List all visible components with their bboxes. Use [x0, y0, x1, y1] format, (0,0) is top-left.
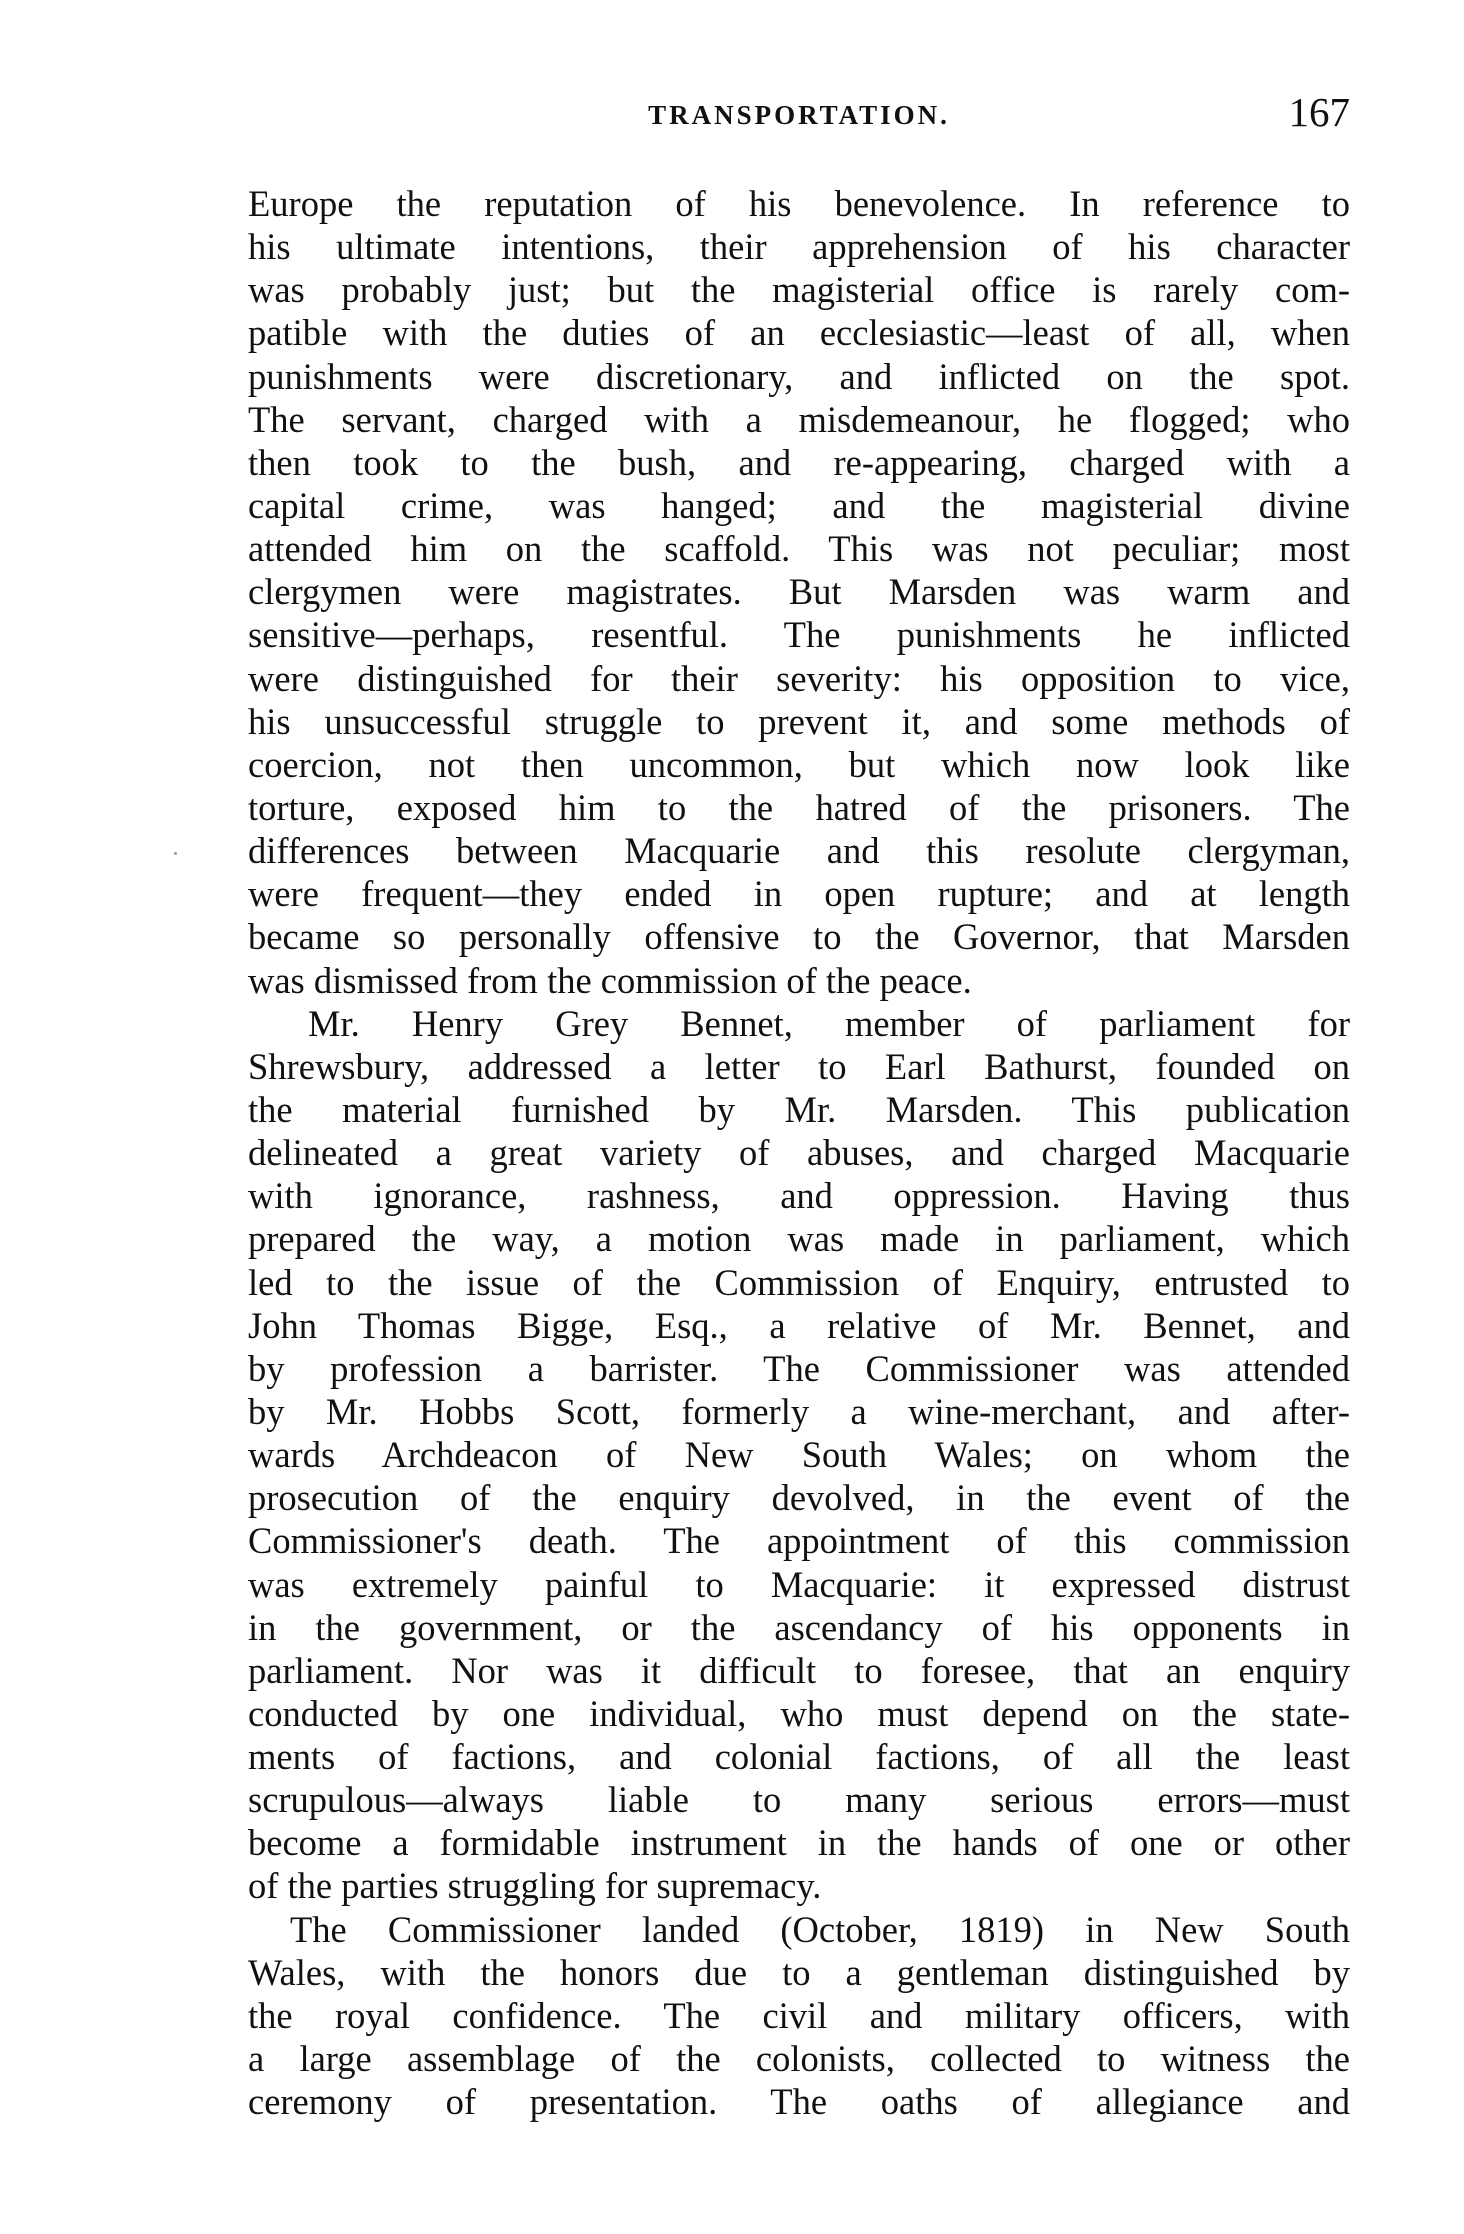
- margin-speck: [174, 852, 177, 855]
- text-line: torture, exposed him to the hatred of the prisoners. The: [248, 786, 1350, 828]
- text-line: coercion, not then uncommon, but which now look like: [248, 743, 1350, 785]
- text-line: scrupulous—always liable to many serious errors—must: [248, 1779, 1350, 1821]
- text-line: become a formidable instrument in the hands of one or other: [248, 1822, 1350, 1864]
- text-line: was probably just; but the magisterial office is rarely com-: [248, 269, 1350, 311]
- text-line: in the government, or the ascendancy of his opponents in: [248, 1606, 1350, 1648]
- paragraph-start-line: Mr. Henry Grey Bennet, member of parliament for: [308, 1002, 1350, 1044]
- text-line: clergymen were magistrates. But Marsden was warm and: [248, 571, 1350, 613]
- text-line: parliament. Nor was it difficult to foresee, that an enquiry: [248, 1649, 1350, 1691]
- text-line: patible with the duties of an ecclesiastic—least of all, when: [248, 312, 1350, 354]
- text-line: was dismissed from the commission of the peace.: [248, 959, 972, 1001]
- text-line: with ignorance, rashness, and oppression. Having thus: [248, 1175, 1350, 1217]
- text-line: led to the issue of the Commission of Enquiry, entrusted to: [248, 1261, 1350, 1303]
- text-line: Commissioner's death. The appointment of this commission: [248, 1520, 1350, 1562]
- text-line: sensitive—perhaps, resentful. The punishments he inflicted: [248, 614, 1350, 656]
- text-line: ments of factions, and colonial factions, of all the least: [248, 1736, 1350, 1778]
- text-line: was extremely painful to Macquarie: it expressed distrust: [248, 1563, 1350, 1605]
- text-line: conducted by one individual, who must depend on the state-: [248, 1692, 1350, 1734]
- text-line: of the parties struggling for supremacy.: [248, 1865, 822, 1907]
- paragraph-start-line: The Commissioner landed (October, 1819) in New South: [290, 1908, 1350, 1950]
- text-line: prepared the way, a motion was made in parliament, which: [248, 1218, 1350, 1260]
- text-line: Shrewsbury, addressed a letter to Earl Bathurst, founded on: [248, 1045, 1350, 1087]
- text-line: the material furnished by Mr. Marsden. This publication: [248, 1088, 1350, 1130]
- text-line: attended him on the scaffold. This was not peculiar; most: [248, 528, 1350, 570]
- text-line: Europe the reputation of his benevolence. In reference to: [248, 183, 1350, 224]
- text-line: ceremony of presentation. The oaths of allegiance and: [248, 2081, 1350, 2123]
- text-line: by Mr. Hobbs Scott, formerly a wine-merchant, and after-: [248, 1390, 1350, 1432]
- text-line: punishments were discretionary, and inflicted on the spot.: [248, 355, 1350, 397]
- text-line: The servant, charged with a misdemeanour, he flogged; who: [248, 398, 1350, 440]
- text-line: were distinguished for their severity: his opposition to vice,: [248, 657, 1350, 699]
- text-line: capital crime, was hanged; and the magisterial divine: [248, 484, 1350, 526]
- text-line: were frequent—they ended in open rupture; and at length: [248, 873, 1350, 915]
- text-line: differences between Macquarie and this resolute clergyman,: [248, 830, 1350, 872]
- text-line: the royal confidence. The civil and military officers, with: [248, 1994, 1350, 2036]
- text-line: John Thomas Bigge, Esq., a relative of Mr. Bennet, and: [248, 1304, 1350, 1346]
- text-line: prosecution of the enquiry devolved, in the event of the: [248, 1477, 1350, 1519]
- text-line: a large assemblage of the colonists, collected to witness the: [248, 2038, 1350, 2080]
- text-line: by profession a barrister. The Commissioner was attended: [248, 1347, 1350, 1389]
- text-line: his ultimate intentions, their apprehension of his character: [248, 226, 1350, 268]
- text-line: delineated a great variety of abuses, and charged Macquarie: [248, 1132, 1350, 1174]
- page-number: 167: [1288, 89, 1350, 135]
- running-head: [248, 88, 1350, 148]
- running-title: TRANSPORTATION.: [648, 100, 950, 130]
- text-line: became so personally offensive to the Governor, that Marsden: [248, 916, 1350, 958]
- body-text: [248, 182, 1350, 2123]
- text-line: Wales, with the honors due to a gentleman distinguished by: [248, 1951, 1350, 1993]
- text-line: his unsuccessful struggle to prevent it, and some methods of: [248, 700, 1350, 742]
- text-line: wards Archdeacon of New South Wales; on whom the: [248, 1434, 1350, 1476]
- text-line: then took to the bush, and re-appearing, charged with a: [248, 441, 1350, 483]
